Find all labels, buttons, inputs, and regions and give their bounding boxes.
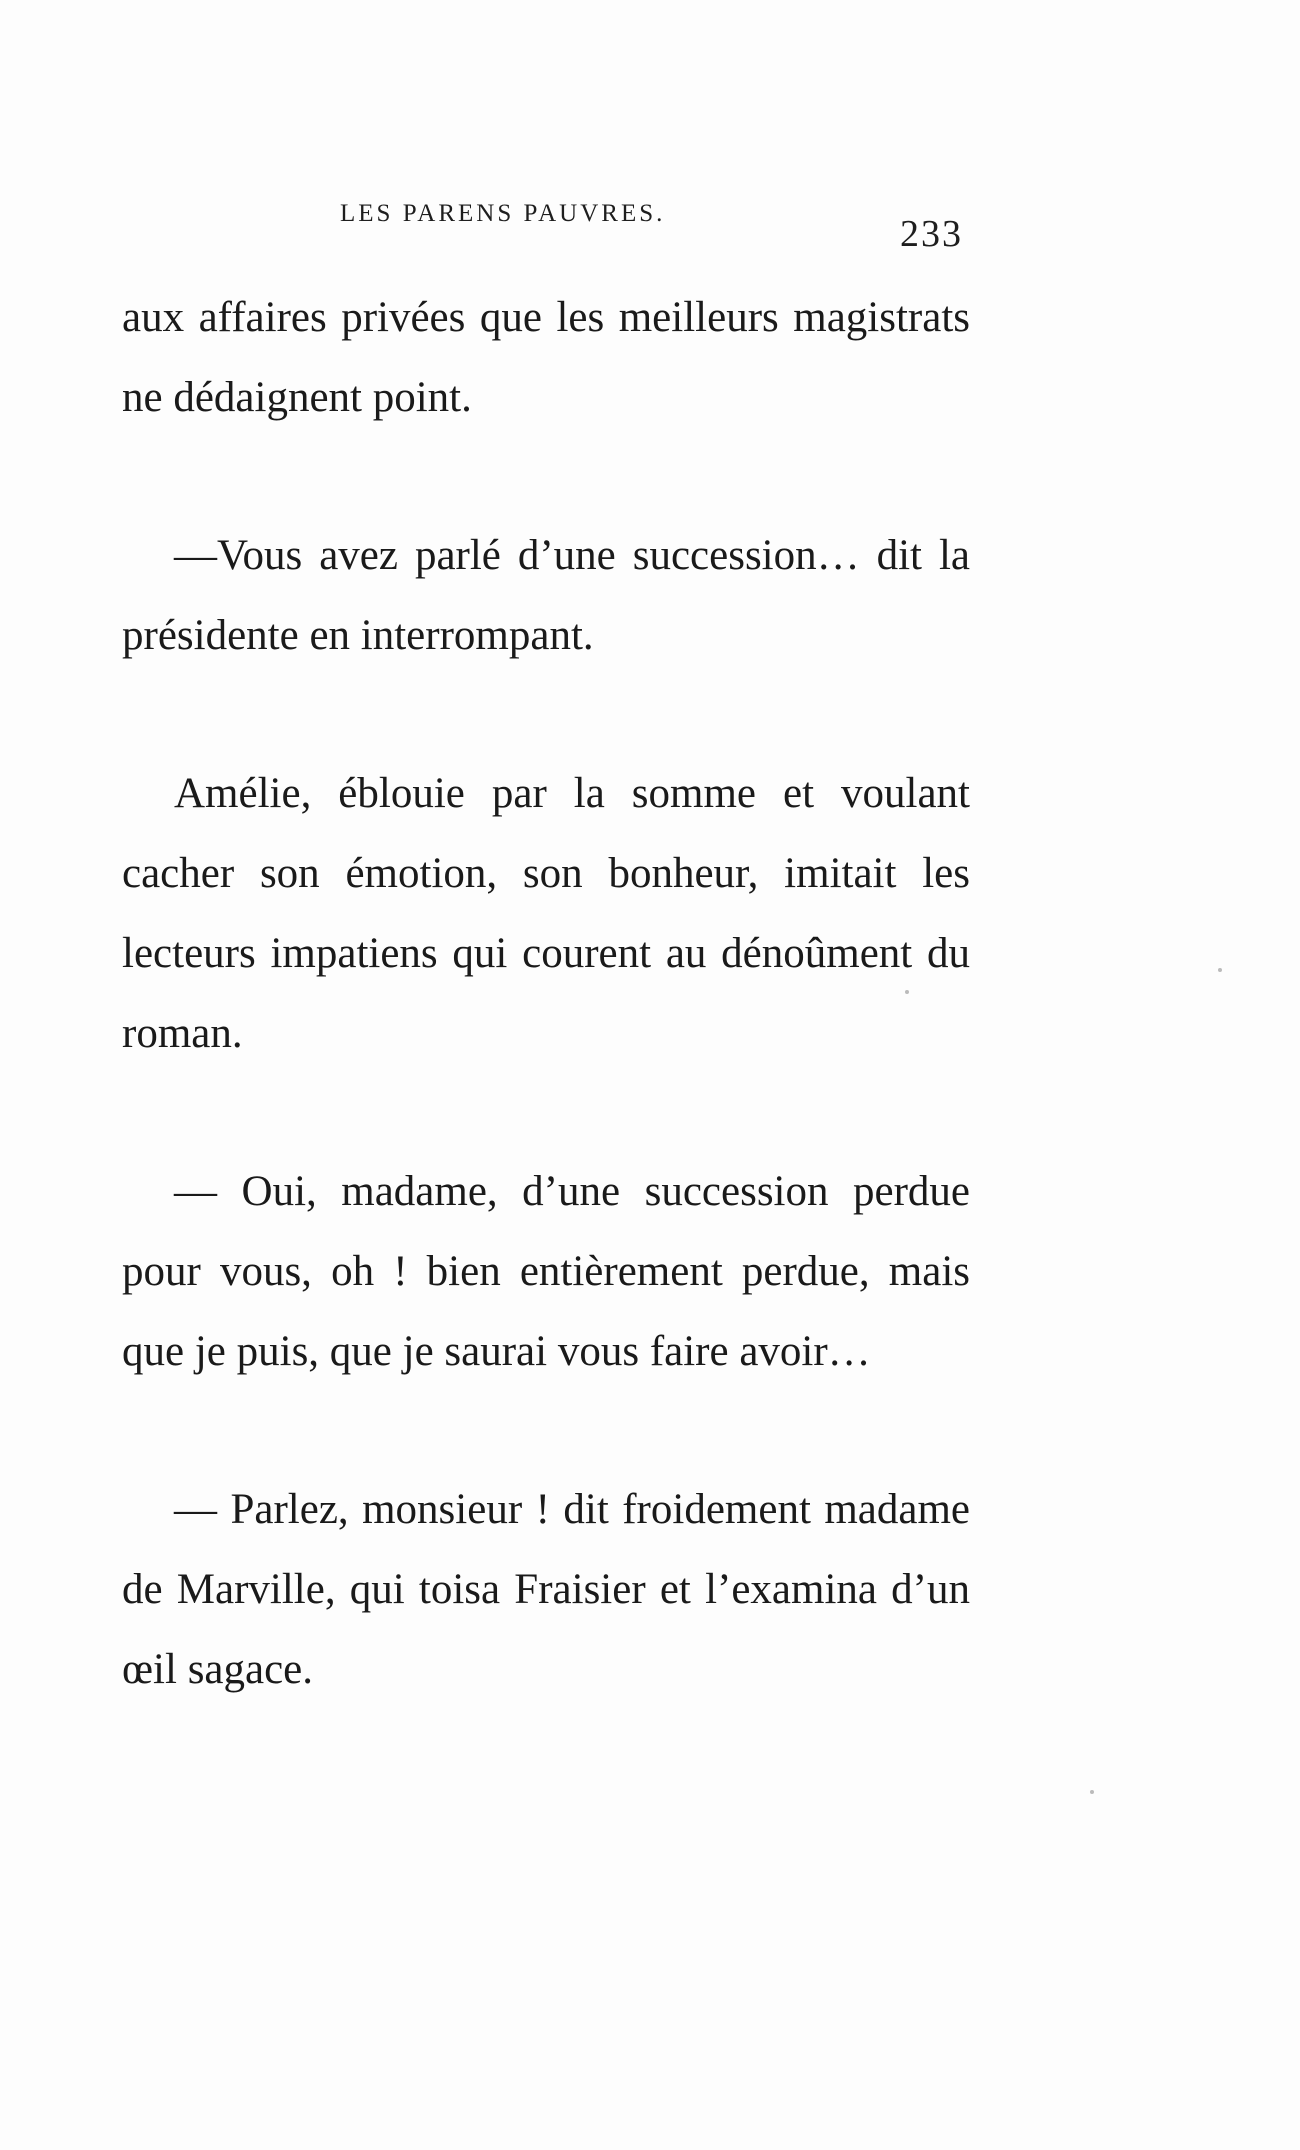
paper-speck bbox=[1218, 968, 1222, 972]
paper-speck bbox=[905, 990, 909, 994]
paragraph-2: —Vous avez parlé d’une succession… dit la présidente en interrompant. bbox=[122, 532, 970, 659]
paragraph-3: Amélie, éblouie par la somme et voulant cacher son émotion, son bonheur, imitait les lecteurs impatiens qui courent au dénoûment du roman. bbox=[122, 770, 970, 1057]
paragraph-4: — Oui, madame, d’une succession perdue pour vous, oh ! bien entièrement perdue, mais que je puis, que je saurai vous faire avoir… bbox=[122, 1168, 970, 1375]
paragraph-1: aux affaires privées que les meilleurs magistrats ne dédaignent point. bbox=[122, 294, 970, 421]
page-number: 233 bbox=[900, 213, 963, 255]
running-title: LES PARENS PAUVRES. bbox=[340, 200, 666, 227]
body-text bbox=[122, 278, 970, 1788]
paragraph-5: — Parlez, monsieur ! dit froidement madame de Marville, qui toisa Fraisier et l’examina d’un œil sagace. bbox=[122, 1486, 970, 1693]
paper-speck bbox=[1090, 1790, 1094, 1794]
